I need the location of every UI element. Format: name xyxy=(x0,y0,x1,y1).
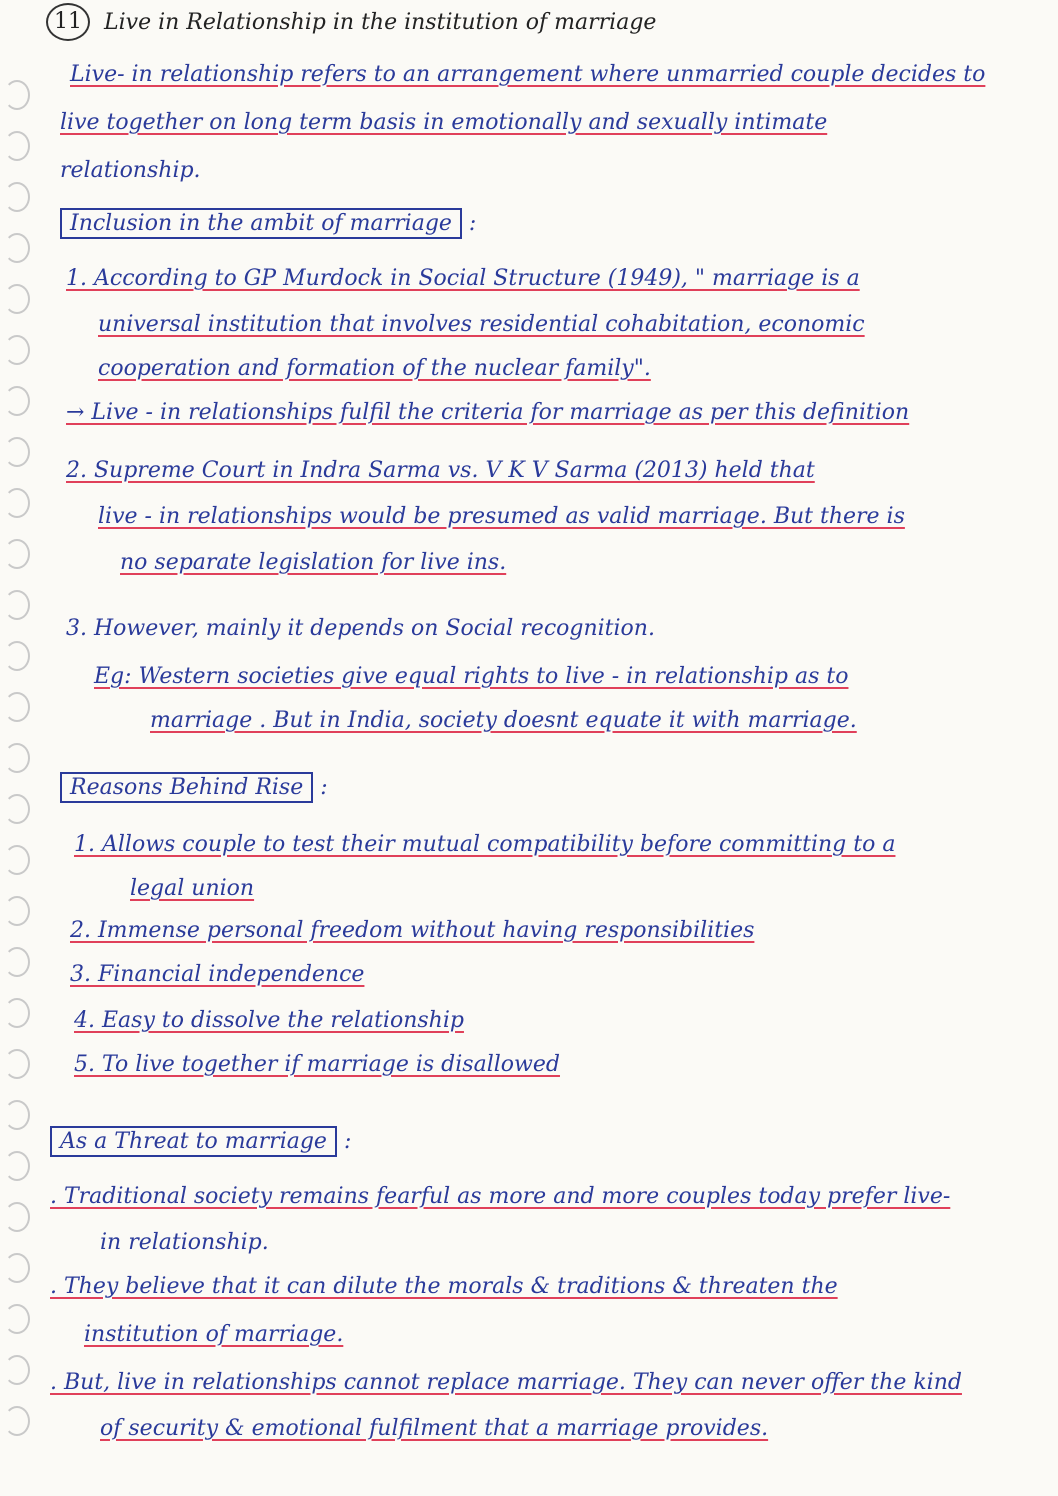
spiral-hole xyxy=(4,488,30,518)
page-title xyxy=(46,0,656,44)
inclusion-line-1: 1. According to GP Murdock in Social Structure (1949), " marriage is a xyxy=(66,266,860,291)
spiral-hole xyxy=(4,1304,30,1334)
inclusion-line-2: universal institution that involves residential cohabitation, economic xyxy=(98,312,865,337)
title-text: Live in Relationship in the institution of marriage xyxy=(104,9,657,35)
reasons-line-2: legal union xyxy=(130,876,255,901)
intro-line-1: Live- in relationship refers to an arrangement where unmarried couple decides to xyxy=(70,62,986,87)
spiral-hole xyxy=(4,845,30,875)
spiral-hole xyxy=(4,1355,30,1385)
title-number: 11 xyxy=(46,3,90,41)
reasons-line-3: 2. Immense personal freedom without having responsibilities xyxy=(70,918,755,943)
inclusion-line-7: no separate legislation for live ins. xyxy=(120,550,507,575)
intro-line-2: live together on long term basis in emotionally and sexually intimate xyxy=(60,110,828,135)
spiral-binding xyxy=(0,80,40,1460)
spiral-hole xyxy=(4,692,30,722)
reasons-line-6: 5. To live together if marriage is disallowed xyxy=(74,1052,560,1077)
spiral-hole xyxy=(4,284,30,314)
spiral-hole xyxy=(4,1100,30,1130)
inclusion-line-9: Eg: Western societies give equal rights to live - in relationship as to xyxy=(94,664,849,689)
intro-line-3: relationship. xyxy=(60,158,201,183)
spiral-hole xyxy=(4,1202,30,1232)
section-heading-colon: : xyxy=(320,775,328,800)
section-heading-threat: As a Threat to marriage xyxy=(50,1126,337,1157)
inclusion-line-10: marriage . But in India, society doesnt equate it with marriage. xyxy=(150,708,857,733)
threat-line-2: in relationship. xyxy=(100,1230,269,1255)
threat-line-6: of security & emotional fulfilment that a marriage provides. xyxy=(100,1416,769,1441)
spiral-hole xyxy=(4,80,30,110)
section-heading-colon: : xyxy=(468,211,477,236)
spiral-hole xyxy=(4,641,30,671)
section-heading-reasons: Reasons Behind Rise xyxy=(60,772,313,803)
section-heading-inclusion: Inclusion in the ambit of marriage xyxy=(60,208,462,239)
reasons-line-5: 4. Easy to dissolve the relationship xyxy=(74,1008,464,1033)
reasons-line-4: 3. Financial independence xyxy=(70,962,365,987)
spiral-hole xyxy=(4,998,30,1028)
threat-line-4: institution of marriage. xyxy=(84,1322,344,1347)
inclusion-line-4: → Live - in relationships fulfil the criteria for marriage as per this definition xyxy=(66,400,910,425)
inclusion-line-6: live - in relationships would be presumed as valid marriage. But there is xyxy=(98,504,905,529)
spiral-hole xyxy=(4,1049,30,1079)
spiral-hole xyxy=(4,794,30,824)
spiral-hole xyxy=(4,335,30,365)
spiral-hole xyxy=(4,896,30,926)
inclusion-line-3: cooperation and formation of the nuclear family". xyxy=(98,356,651,381)
section-heading-colon: : xyxy=(343,1129,352,1154)
threat-line-3: . They believe that it can dilute the morals & traditions & threaten the xyxy=(50,1274,838,1299)
spiral-hole xyxy=(4,1151,30,1181)
spiral-hole xyxy=(4,1406,30,1436)
threat-line-5: . But, live in relationships cannot replace marriage. They can never offer the kind xyxy=(50,1370,962,1395)
spiral-hole xyxy=(4,386,30,416)
threat-line-1: . Traditional society remains fearful as more and more couples today prefer live- xyxy=(50,1184,951,1209)
reasons-line-1: 1. Allows couple to test their mutual compatibility before committing to a xyxy=(74,832,896,857)
spiral-hole xyxy=(4,539,30,569)
inclusion-line-8: 3. However, mainly it depends on Social recognition. xyxy=(66,616,655,641)
spiral-hole xyxy=(4,233,30,263)
spiral-hole xyxy=(4,1253,30,1283)
spiral-hole xyxy=(4,590,30,620)
spiral-hole xyxy=(4,437,30,467)
spiral-hole xyxy=(4,131,30,161)
spiral-hole xyxy=(4,743,30,773)
spiral-hole xyxy=(4,947,30,977)
inclusion-line-5: 2. Supreme Court in Indra Sarma vs. V K V Sarma (2013) held that xyxy=(66,458,815,483)
spiral-hole xyxy=(4,182,30,212)
